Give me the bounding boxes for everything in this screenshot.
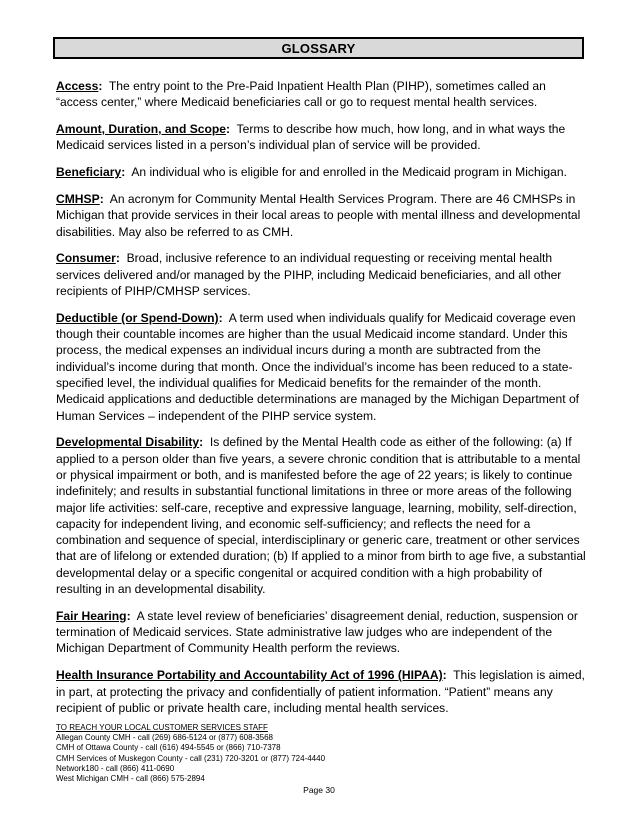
glossary-term: Access bbox=[56, 79, 99, 93]
footer-contact-line: CMH of Ottawa County - call (616) 494-5545 or (866) 710-7378 bbox=[56, 743, 281, 753]
footer-contact-line: CMH Services of Muskegon County - call (231) 720-3201 or (877) 724-4440 bbox=[56, 753, 326, 763]
glossary-entry-consumer: Consumer: Broad, inclusive reference to an individual requesting or receiving mental health services delivered and/or managed by the PIHP, including Medicaid beneficiaries, and all other recipients of PIHP/CMHSP services. bbox=[56, 251, 562, 298]
glossary-term: Deductible (or Spend-Down) bbox=[56, 310, 219, 325]
glossary-definition: The entry point to the Pre-Paid Inpatient Health Plan (PIHP), sometimes called an “access center,” where Medicaid beneficiaries call or go to request mental health services. bbox=[56, 79, 546, 110]
footer-contact-line: Network180 - call (866) 411-0690 bbox=[56, 763, 175, 773]
page-number: Page 30 bbox=[303, 785, 335, 795]
glossary-definition: This legislation is aimed, in part, at protecting the privacy and confidentially of patient information. “Patient” means any recipient of public or private health care, including mental health services. bbox=[56, 668, 585, 715]
glossary-entry-hipaa: Health Insurance Portability and Accountability Act of 1996 (HIPAA): This legislation is aimed, in part, at protecting the privacy and confidentially of patient information. “Patient” means any recipient of public or private health care, including mental health services. bbox=[56, 668, 585, 715]
customer-services-footer bbox=[56, 723, 576, 784]
glossary-definition: An individual who is eligible for and enrolled in the Medicaid program in Michigan. bbox=[131, 165, 567, 180]
glossary-term: Health Insurance Portability and Accountability Act of 1996 (HIPAA) bbox=[56, 668, 443, 683]
glossary-entry-cmhsp: CMHSP: An acronym for Community Mental Health Services Program. There are 46 CMHSPs in Michigan that provide services in their local areas to people with mental illness and developmental disabilities. May also be referred to as CMH. bbox=[56, 191, 581, 239]
footer-contact-line: Allegan County CMH - call (269) 686-5124 or (877) 608-3568 bbox=[56, 733, 274, 743]
glossary-term: Consumer bbox=[56, 251, 116, 266]
glossary-definition: A term used when individuals qualify for Medicaid coverage even though their countable incomes are higher than the usual Medicaid income standard. Under this process, the medical expenses an individual incurs during a month are subtracted from the individual’s income during that month. Once the individual’s income has been reduced to a state-specified level, the individual qualifies for Medicaid benefits for the remainder of the month. Medicaid applications and deductible determinations are managed by the Michigan Department of Human Services – independent of the PIHP service system. bbox=[56, 310, 580, 423]
glossary-title-box bbox=[53, 37, 584, 59]
footer-contact-line: West Michigan CMH - call (866) 575-2894 bbox=[56, 774, 205, 784]
glossary-term: Amount, Duration, and Scope bbox=[56, 122, 226, 137]
glossary-term: CMHSP bbox=[56, 191, 100, 206]
glossary-entries bbox=[56, 78, 586, 727]
glossary-term: Developmental Disability bbox=[56, 435, 200, 450]
glossary-entry-deductible: Deductible (or Spend-Down): A term used when individuals qualify for Medicaid coverage even though their countable incomes are higher than the usual Medicaid income standard. Under this process, the medical expenses an individual incurs during a month are subtracted from the individual’s income during that month. Once the individual’s income has been reduced to a state-specified level, the individual qualifies for Medicaid benefits for the remainder of the month. Medicaid applications and deductible determinations are managed by the Michigan Department of Human Services – independent of the PIHP service system. bbox=[56, 310, 580, 423]
glossary-term: Fair Hearing bbox=[56, 608, 127, 623]
glossary-definition: A state level review of beneficiaries’ disagreement denial, reduction, suspension or termination of Medicaid services. State administrative law judges who are independent of the Michigan Department of Community Health perform the reviews. bbox=[56, 608, 578, 656]
footer-heading: TO REACH YOUR LOCAL CUSTOMER SERVICES STAFF bbox=[56, 723, 268, 732]
glossary-entry-developmental-disability: Developmental Disability: Is defined by the Mental Health code as either of the following: (a) If applied to a person older than five years, a severe chronic condition that is attributable to a mental or physical impairment or both, and is manifested before the age of 22 years; is likely to continue indefinitely; and results in substantial functional limitations in three or more areas of the following major life activities: self-care, receptive and expressive language, learning, mobility, self-direction, capacity for independent living, and economic self-sufficiency; and reflects the need for a combination and sequence of special, interdisciplinary or generic care, treatment or other services that are of lifelong or extended duration; (b) If applied to a minor from birth to age five, a substantial developmental delay or a specific congenital or acquired condition with a high probability of resulting in an developmental disability. bbox=[56, 435, 586, 597]
glossary-definition: Is defined by the Mental Health code as either of the following: (a) If applied to a person older than five years, a severe chronic condition that is attributable to a mental or physical impairment or both, and is manifested before the age of 22 years; is likely to continue indefinitely; and results in substantial functional limitations in three or more areas of the following major life activities: self-care, receptive and expressive language, learning, mobility, self-direction, capacity for independent living, and economic self-sufficiency; and reflects the need for a combination and sequence of special, interdisciplinary or generic care, treatment or other services that are of lifelong or extended duration; (b) If applied to a minor from birth to age five, a substantial developmental delay or a specific congenital or acquired condition with a high probability of resulting in an developmental disability. bbox=[56, 435, 586, 597]
glossary-entry-fair-hearing: Fair Hearing: A state level review of beneficiaries’ disagreement denial, reduction, suspension or termination of Medicaid services. State administrative law judges who are independent of the Michigan Department of Community Health perform the reviews. bbox=[56, 608, 578, 656]
glossary-definition: Broad, inclusive reference to an individual requesting or receiving mental health services delivered and/or managed by the PIHP, including Medicaid beneficiaries, and all other recipients of PIHP/CMHSP services. bbox=[56, 251, 562, 298]
glossary-definition: An acronym for Community Mental Health Services Program. There are 46 CMHSPs in Michigan that provide services in their local areas to people with mental illness and developmental disabilities. May also be referred to as CMH. bbox=[56, 191, 581, 239]
glossary-term: Beneficiary bbox=[56, 165, 122, 180]
glossary-entry-beneficiary: Beneficiary: An individual who is eligible for and enrolled in the Medicaid program in Michigan. bbox=[56, 165, 567, 180]
glossary-entry-access: Access: The entry point to the Pre-Paid Inpatient Health Plan (PIHP), sometimes called an “access center,” where Medicaid beneficiaries call or go to request mental health services. bbox=[56, 79, 546, 110]
glossary-entry-amount-duration-scope: Amount, Duration, and Scope: Terms to describe how much, how long, and in what ways the Medicaid services listed in a person’s individual plan of service will be provided. bbox=[56, 122, 566, 153]
page-title: GLOSSARY bbox=[281, 40, 356, 56]
glossary-definition: Terms to describe how much, how long, and in what ways the Medicaid services listed in a person’s individual plan of service will be provided. bbox=[56, 122, 566, 153]
